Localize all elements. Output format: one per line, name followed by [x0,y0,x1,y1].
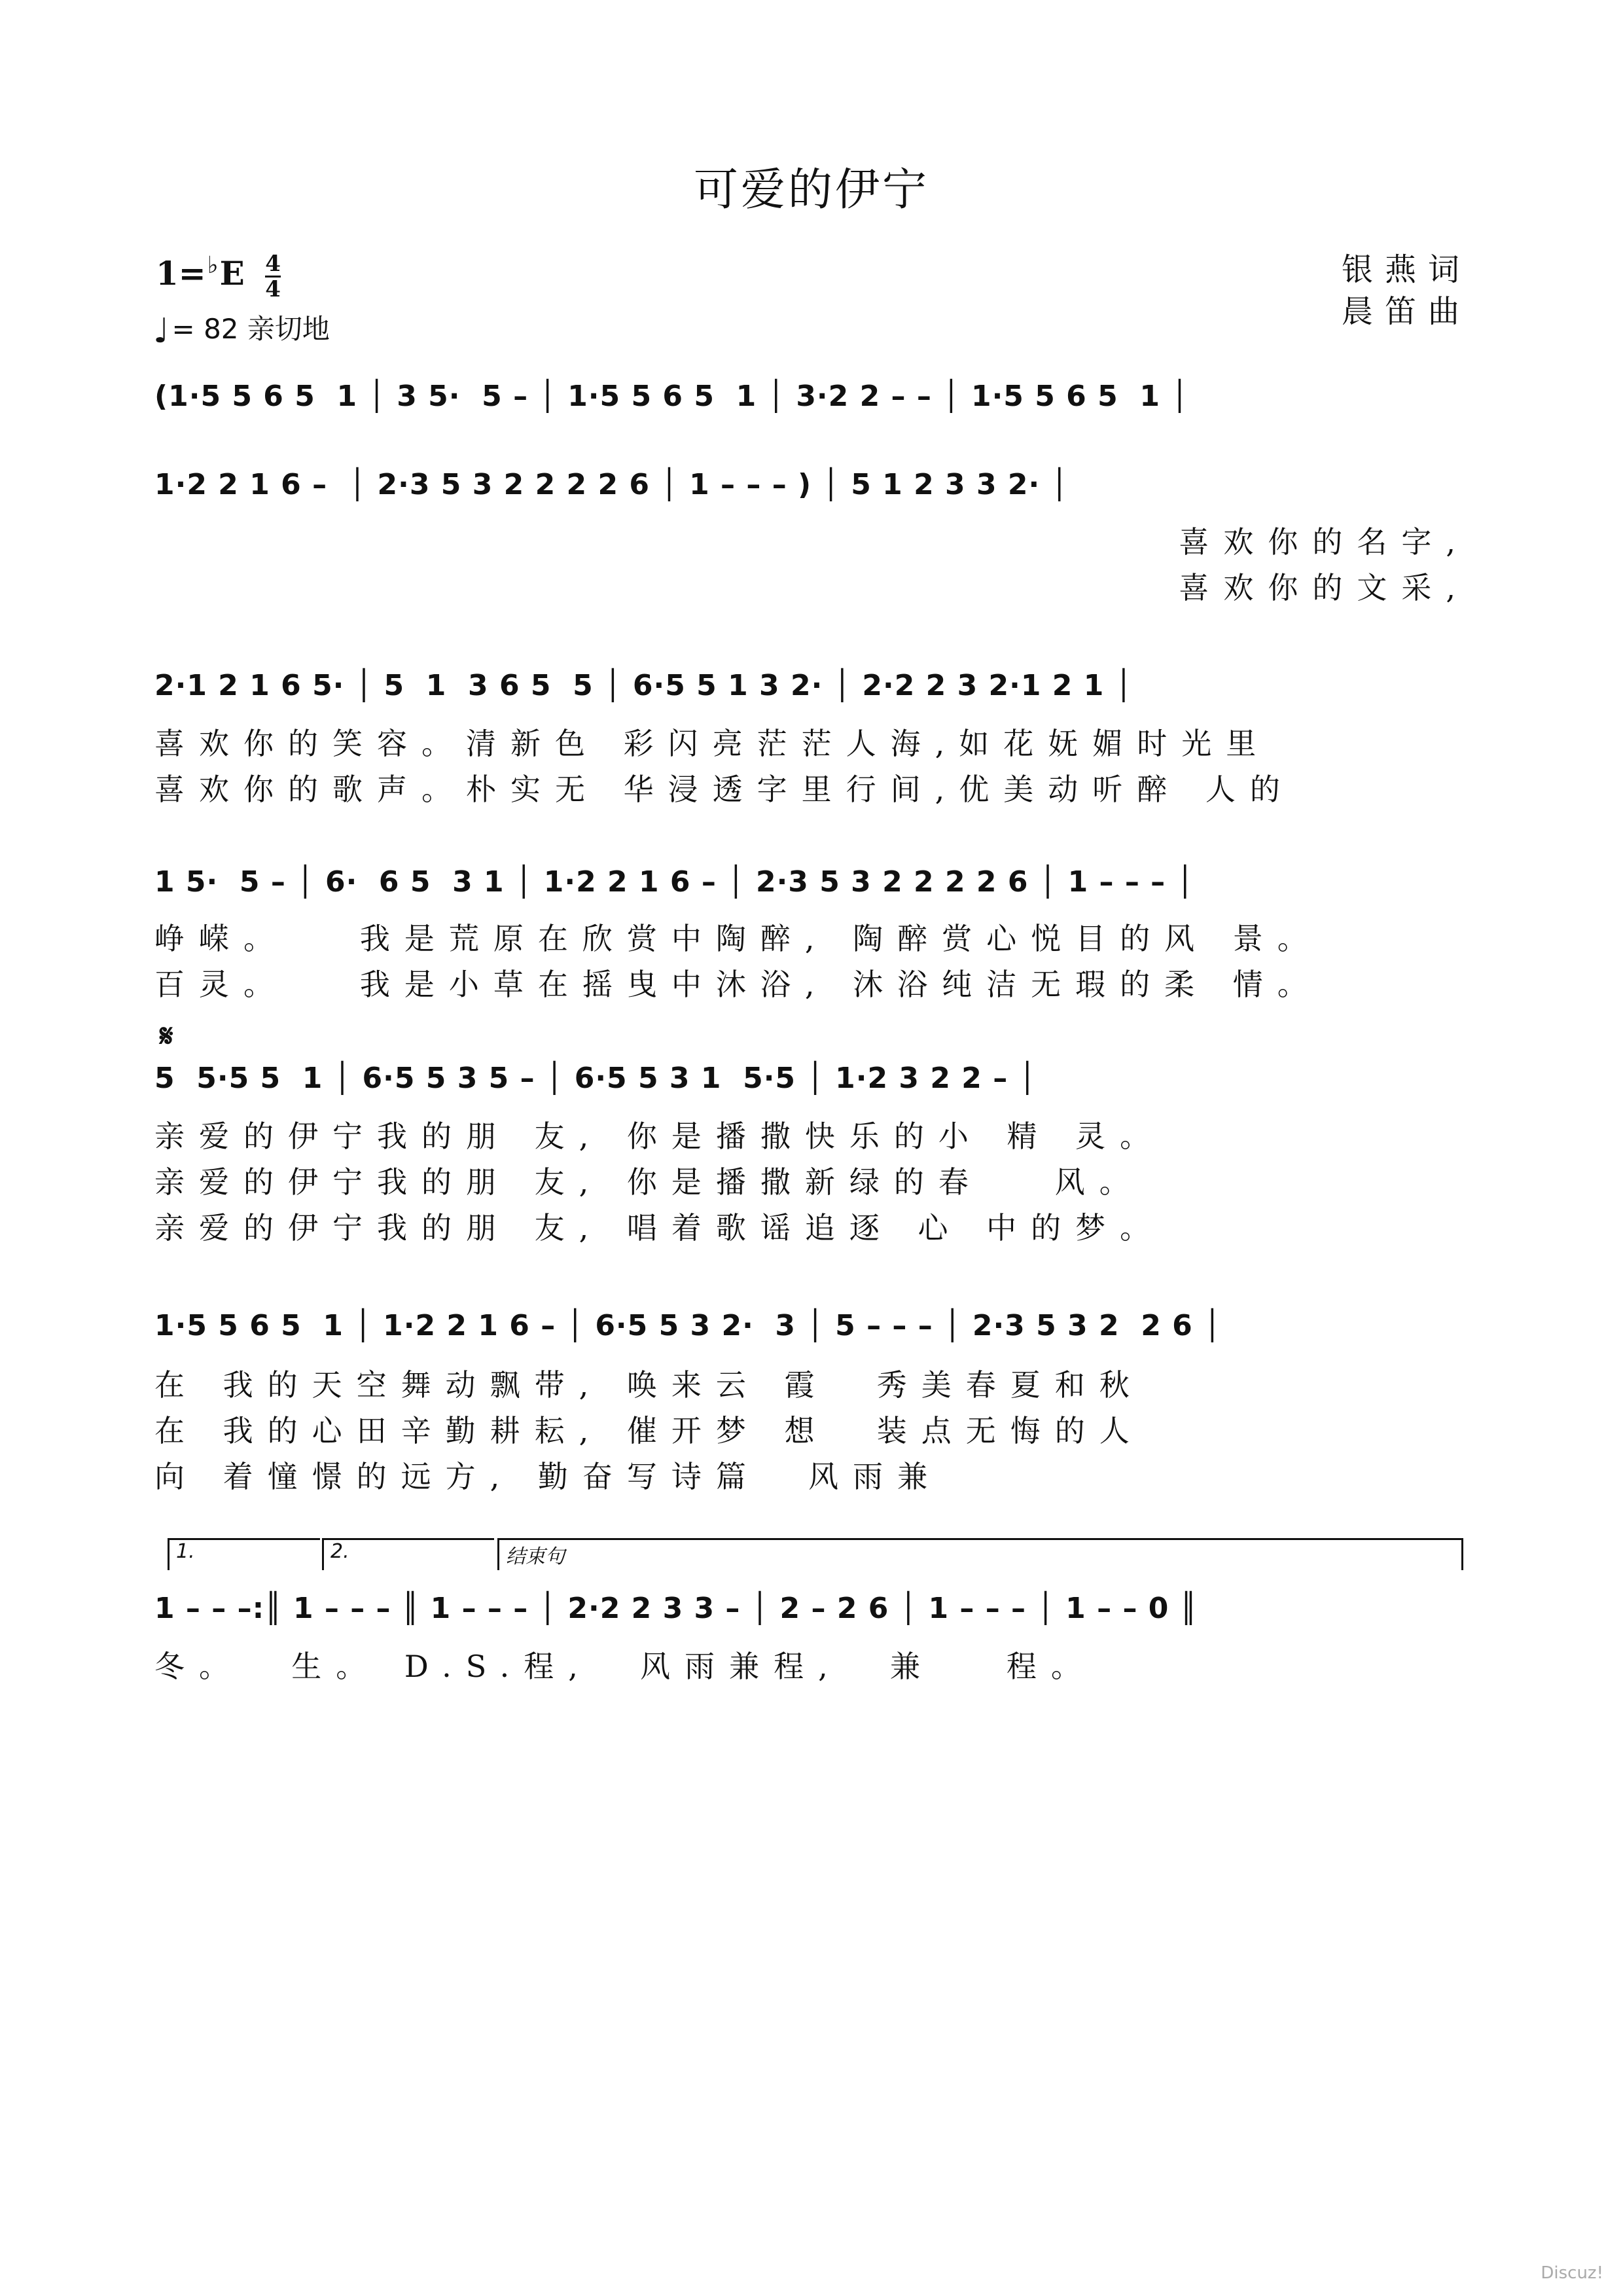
notation-row-7: 1 – – –:║ 1 – – – ║ 1 – – – │ 2·2 2 3 3 – │ 2 – 2 6 │ 1 – – – │ 1 – – 0 ║ [154,1592,1198,1625]
coda-label: 结束句 [506,1545,565,1568]
volta-second-label: 2. [330,1540,349,1563]
lyric-row-7: 冬。 生。 D.S.程, 风雨兼程, 兼 程。 [154,1649,1096,1684]
notation-row-4: 1 5· 5 – │ 6· 6 5 3 1 │ 1·2 2 1 6 – │ 2·3 5 3 2 2 2 2 6 │ 1 – – – │ [154,865,1194,899]
time-signature [265,250,281,302]
lyric-row-2-verse-2: 喜欢你的文采, [1179,570,1470,605]
time-bottom: 4 [265,276,281,302]
lyric-row-2-verse-1: 喜欢你的名字, [1179,524,1470,560]
volta-second-ending [322,1538,494,1570]
composer: 晨笛曲 [1341,293,1471,330]
watermark: Discuz! [1541,2263,1603,2283]
lyric-row-4-verse-1: 峥嵘。 我是荒原在欣赏中陶醉, 陶醉赏心悦目的风 景。 [154,921,1322,956]
lyric-row-5-verse-1: 亲爱的伊宁我的朋 友, 你是播撒快乐的小 精 灵。 [154,1119,1165,1154]
coda-ending [497,1538,1463,1570]
lyric-row-6-verse-1: 在 我的天空舞动飘带, 唤来云 霞 秀美春夏和秋 [154,1367,1144,1403]
volta-first-ending [168,1538,320,1570]
credits [1342,249,1471,332]
lyric-row-3-verse-1: 喜欢你的笑容。清新色 彩闪亮茫茫人海,如花妩媚时光里 [154,726,1271,761]
time-top: 4 [265,250,281,277]
quarter-note-icon: ♩ [153,312,169,351]
notation-row-3: 2·1 2 1 6 5· │ 5 1 3 6 5 5 │ 6·5 5 1 3 2· │ 2·2 2 3 2·1 2 1 │ [154,669,1133,702]
notation-row-2: 1·2 2 1 6 – │ 2·3 5 3 2 2 2 2 6 │ 1 – – – ) │ 5 1 2 3 3 2· │ [154,468,1069,501]
tempo-text: = 82 亲切地 [171,313,330,345]
key-signature [156,252,281,300]
notation-row-5: 5 5·5 5 1 │ 6·5 5 3 5 – │ 6·5 5 3 1 5·5 │ 1·2 3 2 2 – │ [154,1062,1037,1095]
song-title: 可爱的伊宁 [693,164,929,216]
key-prefix: 1= [156,254,206,293]
key-letter: E [219,254,245,293]
notation-row-1: (1·5 5 6 5 1 │ 3 5· 5 – │ 1·5 5 6 5 1 │ 3·2 2 – – │ 1·5 5 6 5 1 │ [154,380,1189,413]
tempo-marking [153,308,330,351]
lyric-row-4-verse-2: 百灵。 我是小草在摇曳中沐浴, 沐浴纯洁无瑕的柔 情。 [154,967,1322,1002]
lyric-row-6-verse-2: 在 我的心田辛勤耕耘, 催开梦 想 装点无悔的人 [154,1413,1144,1448]
flat-symbol: ♭ [207,252,219,279]
lyric-row-5-verse-2: 亲爱的伊宁我的朋 友, 你是播撒新绿的春 风。 [154,1164,1144,1200]
notation-row-6: 1·5 5 6 5 1 │ 1·2 2 1 6 – │ 6·5 5 3 2· 3 │ 5 – – – │ 2·3 5 3 2 2 6 │ [154,1309,1222,1342]
lyric-row-3-verse-2: 喜欢你的歌声。朴实无 华浸透字里行间,优美动听醉 人的 [154,772,1294,807]
volta-first-label: 1. [176,1540,195,1563]
lyricist: 银燕词 [1341,251,1471,288]
lyric-row-6-verse-3: 向 着憧憬的远方, 勤奋写诗篇 风雨兼 [154,1459,942,1494]
lyric-row-5-verse-3: 亲爱的伊宁我的朋 友, 唱着歌谣追逐 心 中的梦。 [154,1210,1165,1246]
segno-sign: 𝄋 [160,1018,173,1054]
